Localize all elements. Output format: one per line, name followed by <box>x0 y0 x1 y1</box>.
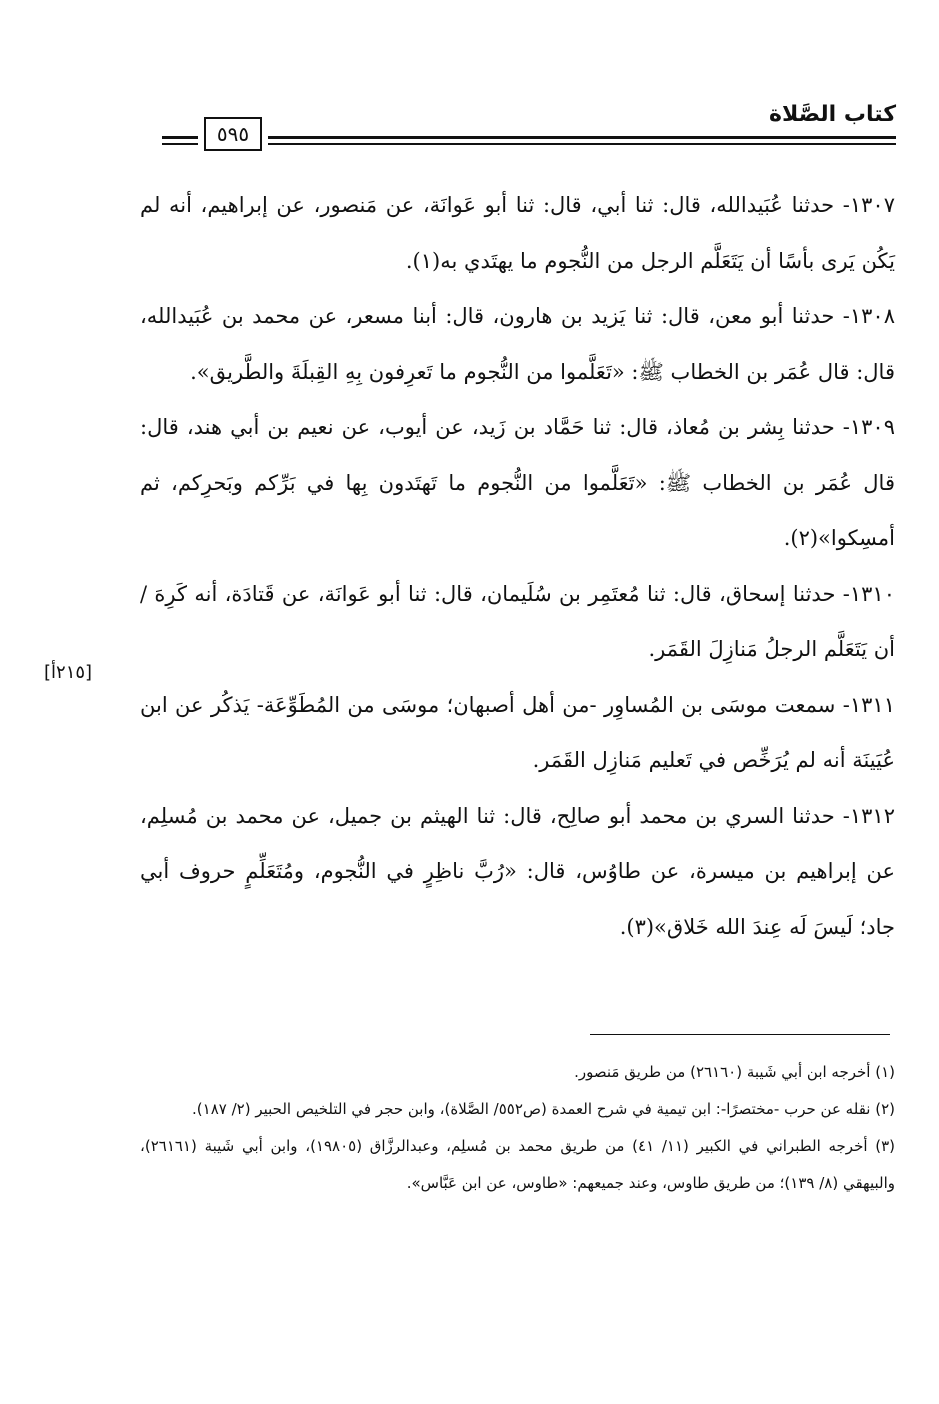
book-title: كتاب الصَّلاة <box>769 102 896 127</box>
manuscript-folio-marker: [٢١٥أ] <box>44 662 93 683</box>
footnote-divider <box>590 1034 890 1035</box>
hadith-1307: ١٣٠٧- حدثنا عُبَيدالله، قال: ثنا أبي، قال: ثنا أبو عَوانَة، عن مَنصور، عن إبراهيم، أنه لم يَكُن يَرى بأسًا أن يَتَعَلَّم الرجل من النُّجوم ما يهتَدي به(١). <box>140 193 895 273</box>
footnote-2: (٢) نقله عن حرب -مختصرًا-: ابن تيمية في شرح العمدة (ص٥٥٢/ الصَّلاة)، وابن حجر في التلخيص الحبير (٢/ ١٨٧). <box>192 1100 895 1118</box>
footnote-3: (٣) أخرجه الطبراني في الكبير (١١/ ٤١) من طريق محمد بن مُسلِم، وعبدالرزَّاق (١٩٨٠٥)، وابن أبي شَيبة (٢٦١٦١)، والبيهقي (٨/ ١٣٩)؛ من طريق طاوس، وعند جميعهم: «طاوس، عن ابن عَبَّاس». <box>140 1137 895 1192</box>
page-number: ٥٩٥ <box>204 117 262 151</box>
header-rule <box>268 143 896 145</box>
hadith-1311: ١٣١١- سمعت موسَى بن المُساوِر -من أهل أصبهان؛ موسَى من المُطَوِّعَة- يَذكُر عن ابن عُيَينَة أنه لم يُرَخِّص في تَعليم مَنازِل القَمَر. <box>140 692 895 772</box>
footnotes <box>140 1054 895 1202</box>
header-rule <box>268 136 896 139</box>
hadith-1310: ١٣١٠- حدثنا إسحاق، قال: ثنا مُعتَمِر بن سُلَيمان، قال: ثنا أبو عَوانَة، عن قَتادَة، أنه كَرِهَ / أن يَتَعَلَّم الرجلُ مَنازِلَ القَمَر. <box>140 581 895 661</box>
hadith-1308: ١٣٠٨- حدثنا أبو معن، قال: ثنا يَزيد بن هارون، قال: أبنا مسعر، عن محمد بن عُبَيدالله، قال: قال عُمَر بن الخطاب ﷺ: «تَعَلَّموا من النُّجوم ما تَعرِفون بِهِ القِبلَةَ والطَّريق». <box>140 304 895 384</box>
hadith-1312: ١٣١٢- حدثنا السري بن محمد أبو صالِح، قال: ثنا الهيثم بن جميل، عن محمد بن مُسلِم، عن إبراهيم بن ميسرة، عن طاوُس، قال: «رُبَّ ناظِرٍ في النُّجوم، ومُتَعَلِّمٍ حروف أبي جاد؛ لَيسَ لَه عِندَ الله خَلاق»(٣). <box>140 803 895 939</box>
page-header <box>150 100 896 160</box>
header-rule-short <box>162 136 198 139</box>
hadith-list <box>140 178 895 955</box>
footnote-1: (١) أخرجه ابن أبي شَيبة (٢٦١٦٠) من طريق مَنصور. <box>574 1063 895 1081</box>
hadith-1309: ١٣٠٩- حدثنا بِشر بن مُعاذ، قال: ثنا حَمَّاد بن زَيد، عن أيوب، عن نعيم بن أبي هند، قال: قال عُمَر بن الخطاب ﷺ: «تَعَلَّموا من النُّجوم ما تَهتَدون بِها في بَرِّكم وبَحرِكم، ثم أمسِكوا»(٢). <box>140 415 895 550</box>
header-rule-short <box>162 143 198 145</box>
